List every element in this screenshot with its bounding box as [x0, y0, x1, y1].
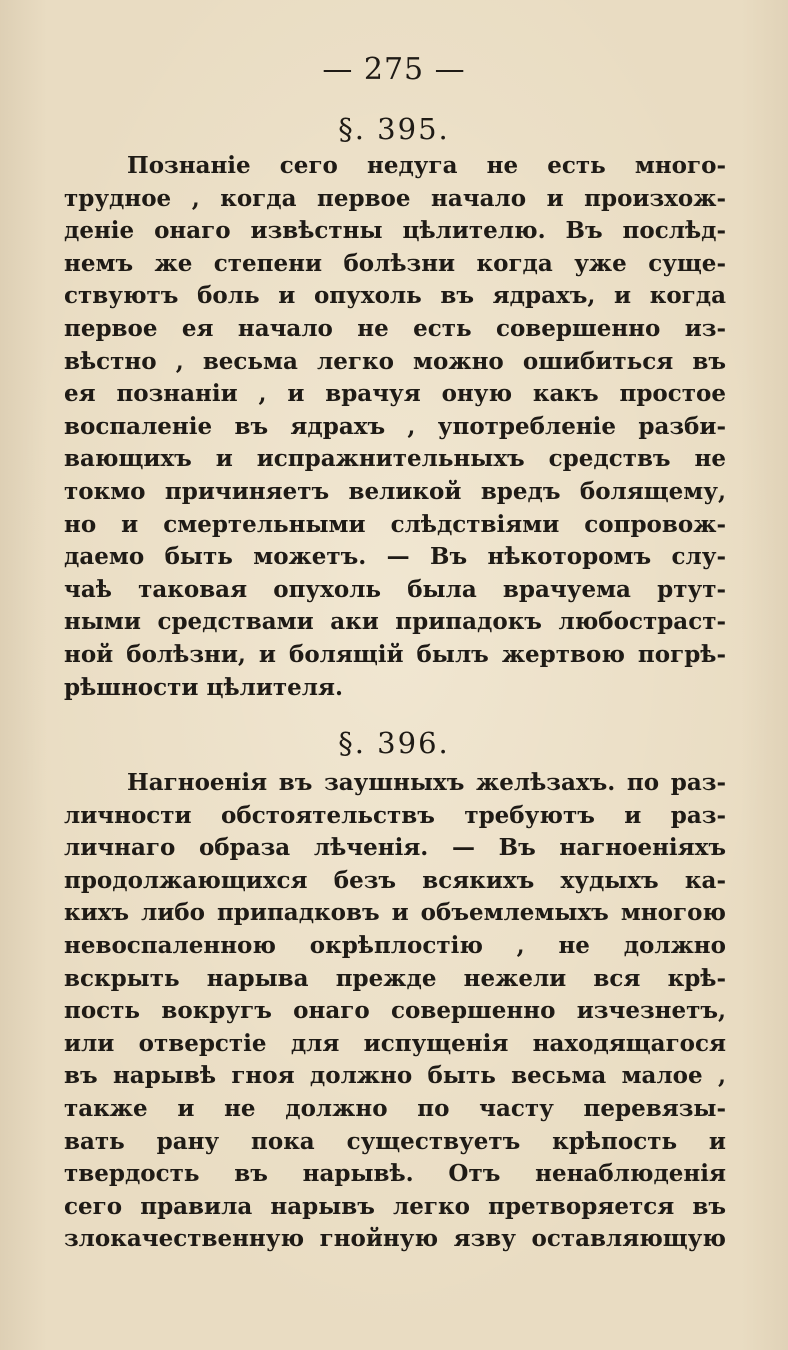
text-line: но и смертельными слѣдствіями сопровож- — [64, 510, 726, 538]
section-heading-396: §. 396. — [338, 726, 450, 760]
text-line: въ нарывѣ гноя должно быть весьма малое , — [64, 1062, 726, 1090]
text-line: Нагноенія въ заушныхъ желѣзахъ. по раз- — [127, 769, 726, 796]
paragraph-section-396 — [64, 767, 726, 1256]
text-line: злокачественную гнойную язву оставляющую — [64, 1225, 726, 1253]
text-line: первое ея начало не есть совершенно из- — [64, 314, 726, 342]
text-line: рѣшности цѣлителя. — [64, 673, 344, 701]
text-line: вскрыть нарыва прежде нежели вся крѣ- — [64, 964, 726, 992]
text-line: токмо причиняетъ великой вредъ болящему, — [64, 477, 726, 505]
text-line: кихъ либо припадковъ и объемлемыхъ многою — [64, 899, 726, 927]
paragraph-section-395 — [64, 150, 726, 704]
text-line: невоспаленною окрѣплостію , не должно — [64, 931, 726, 959]
text-line: ея познаніи , и врачуя оную какъ простое — [64, 380, 726, 408]
text-line: вѣстно , весьма легко можно ошибиться въ — [64, 347, 726, 375]
text-line: ной болѣзни, и болящій былъ жертвою погрѣ- — [64, 640, 726, 668]
text-line: немъ же степени болѣзни когда уже суще- — [64, 249, 726, 277]
text-line: или отверстіе для испущенія находящагося — [64, 1029, 726, 1057]
text-line: пость вокругъ онаго совершенно изчезнетъ, — [64, 997, 726, 1025]
text-line: чаѣ таковая опухоль была врачуема ртут- — [64, 575, 726, 603]
text-line: даемо быть можетъ. — Въ нѣкоторомъ слу- — [64, 543, 726, 571]
text-line: твердость въ нарывѣ. Отъ ненаблюденія — [64, 1160, 726, 1188]
section-heading-395: §. 395. — [338, 112, 450, 146]
page-number: — 275 — — [322, 52, 466, 87]
text-line: деніе онаго извѣстны цѣлителю. Въ послѣд- — [64, 217, 726, 245]
text-line: сего правила нарывъ легко претворяется въ — [64, 1192, 726, 1220]
text-line: воспаленіе въ ядрахъ , употребленіе разби- — [64, 412, 726, 440]
text-line: ными средствами аки припадокъ любостраст- — [64, 608, 726, 636]
text-line: трудное , когда первое начало и произхож- — [64, 184, 726, 212]
text-line: вающихъ и испражнительныхъ средствъ не — [64, 445, 726, 473]
text-line: личнаго образа лѣченія. — Въ нагноеніяхъ — [64, 834, 726, 862]
text-line: ствуютъ боль и опухоль въ ядрахъ, и когда — [64, 282, 726, 310]
text-line: продолжающихся безъ всякихъ худыхъ ка- — [64, 866, 726, 894]
text-line: личности обстоятельствъ требуютъ и раз- — [64, 801, 726, 829]
text-line: вать рану пока существуетъ крѣпость и — [64, 1127, 726, 1155]
text-line: также и не должно по часту перевязы- — [64, 1094, 726, 1122]
text-line: Познаніе сего недуга не есть много- — [127, 152, 726, 179]
